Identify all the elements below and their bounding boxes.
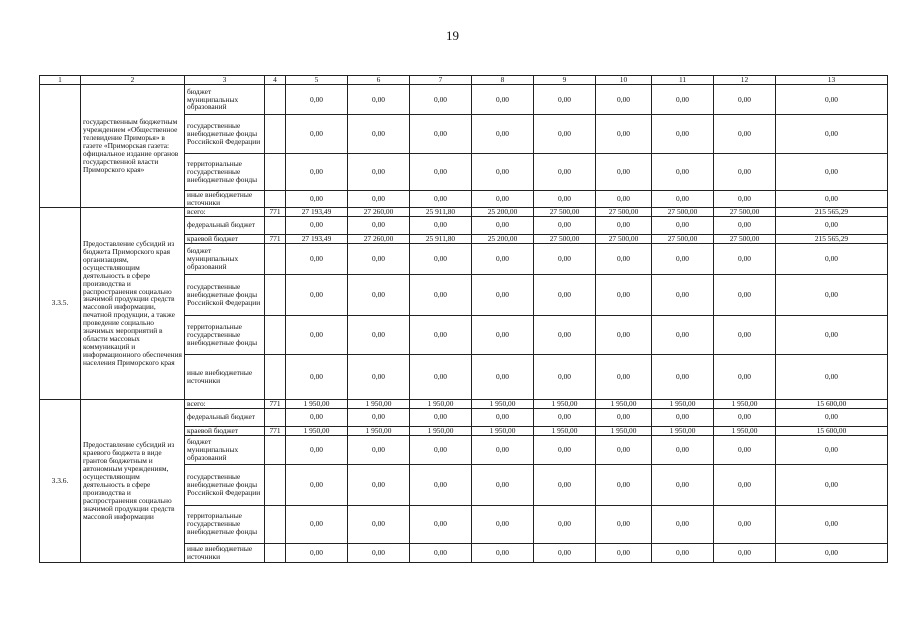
table-row bbox=[40, 85, 888, 115]
year-value: 0,00 bbox=[652, 408, 714, 426]
funding-source: территориальные государственные внебюджетные фонды bbox=[185, 505, 265, 543]
year-value: 0,00 bbox=[410, 191, 472, 208]
year-value: 0,00 bbox=[652, 154, 714, 191]
section-number: 3.3.5. bbox=[40, 207, 81, 399]
total-value: 0,00 bbox=[776, 154, 888, 191]
year-value: 0,00 bbox=[410, 543, 472, 562]
budget-code bbox=[265, 505, 286, 543]
year-value: 0,00 bbox=[410, 354, 472, 399]
column-header: 7 bbox=[410, 76, 472, 85]
year-value: 0,00 bbox=[286, 464, 348, 505]
year-value: 0,00 bbox=[652, 216, 714, 234]
funding-source: всего: bbox=[185, 399, 265, 408]
year-value: 0,00 bbox=[348, 408, 410, 426]
year-value: 0,00 bbox=[286, 115, 348, 154]
year-value: 1 950,00 bbox=[472, 426, 534, 435]
year-value: 0,00 bbox=[410, 243, 472, 274]
year-value: 27 500,00 bbox=[714, 234, 776, 243]
year-value: 0,00 bbox=[472, 464, 534, 505]
section-name: Предоставление субсидий из краевого бюджета в виде грантов бюджетным и автономным учреждениям, осуществляющим деятельность в сфере производства и распространения социально значимой продукции средств массовой информации bbox=[81, 399, 185, 562]
column-header: 11 bbox=[652, 76, 714, 85]
year-value: 0,00 bbox=[348, 191, 410, 208]
year-value: 0,00 bbox=[286, 505, 348, 543]
budget-code: 771 bbox=[265, 426, 286, 435]
year-value: 0,00 bbox=[714, 315, 776, 354]
total-value: 0,00 bbox=[776, 216, 888, 234]
budget-code bbox=[265, 85, 286, 115]
year-value: 1 950,00 bbox=[596, 399, 652, 408]
column-header: 12 bbox=[714, 76, 776, 85]
year-value: 0,00 bbox=[652, 243, 714, 274]
year-value: 0,00 bbox=[472, 354, 534, 399]
year-value: 0,00 bbox=[286, 154, 348, 191]
year-value: 0,00 bbox=[286, 216, 348, 234]
column-header: 4 bbox=[265, 76, 286, 85]
year-value: 0,00 bbox=[410, 315, 472, 354]
budget-table bbox=[39, 75, 888, 563]
year-value: 0,00 bbox=[410, 115, 472, 154]
year-value: 0,00 bbox=[410, 274, 472, 315]
total-value: 0,00 bbox=[776, 191, 888, 208]
year-value: 0,00 bbox=[596, 543, 652, 562]
year-value: 1 950,00 bbox=[410, 426, 472, 435]
year-value: 0,00 bbox=[286, 543, 348, 562]
year-value: 0,00 bbox=[472, 505, 534, 543]
year-value: 0,00 bbox=[596, 115, 652, 154]
year-value: 0,00 bbox=[534, 435, 596, 464]
year-value: 0,00 bbox=[348, 243, 410, 274]
year-value: 0,00 bbox=[348, 85, 410, 115]
budget-code bbox=[265, 243, 286, 274]
year-value: 0,00 bbox=[286, 435, 348, 464]
year-value: 0,00 bbox=[348, 216, 410, 234]
year-value: 0,00 bbox=[596, 464, 652, 505]
year-value: 0,00 bbox=[534, 191, 596, 208]
year-value: 0,00 bbox=[410, 154, 472, 191]
total-value: 0,00 bbox=[776, 408, 888, 426]
year-value: 0,00 bbox=[472, 543, 534, 562]
year-value: 1 950,00 bbox=[652, 426, 714, 435]
year-value: 27 260,00 bbox=[348, 234, 410, 243]
year-value: 0,00 bbox=[348, 435, 410, 464]
year-value: 27 500,00 bbox=[714, 207, 776, 216]
funding-source: федеральный бюджет bbox=[185, 408, 265, 426]
year-value: 0,00 bbox=[534, 115, 596, 154]
header-row bbox=[40, 76, 888, 85]
total-value: 0,00 bbox=[776, 464, 888, 505]
year-value: 0,00 bbox=[410, 505, 472, 543]
year-value: 0,00 bbox=[596, 274, 652, 315]
year-value: 0,00 bbox=[596, 505, 652, 543]
funding-source: бюджет муниципальных образований bbox=[185, 435, 265, 464]
budget-code bbox=[265, 435, 286, 464]
year-value: 0,00 bbox=[286, 408, 348, 426]
funding-source: краевой бюджет bbox=[185, 234, 265, 243]
year-value: 0,00 bbox=[348, 115, 410, 154]
year-value: 0,00 bbox=[596, 85, 652, 115]
funding-source: территориальные государственные внебюджетные фонды bbox=[185, 315, 265, 354]
total-value: 0,00 bbox=[776, 435, 888, 464]
year-value: 0,00 bbox=[596, 315, 652, 354]
budget-code bbox=[265, 191, 286, 208]
total-value: 15 600,00 bbox=[776, 399, 888, 408]
year-value: 0,00 bbox=[714, 505, 776, 543]
year-value: 0,00 bbox=[652, 191, 714, 208]
year-value: 0,00 bbox=[596, 243, 652, 274]
year-value: 0,00 bbox=[714, 543, 776, 562]
year-value: 27 500,00 bbox=[534, 207, 596, 216]
year-value: 1 950,00 bbox=[534, 426, 596, 435]
column-header: 5 bbox=[286, 76, 348, 85]
table-row bbox=[40, 207, 888, 216]
budget-code bbox=[265, 115, 286, 154]
year-value: 0,00 bbox=[596, 354, 652, 399]
year-value: 1 950,00 bbox=[714, 399, 776, 408]
year-value: 1 950,00 bbox=[348, 399, 410, 408]
year-value: 0,00 bbox=[348, 505, 410, 543]
funding-source: государственные внебюджетные фонды Российской Федерации bbox=[185, 274, 265, 315]
year-value: 0,00 bbox=[348, 315, 410, 354]
funding-source: государственные внебюджетные фонды Российской Федерации bbox=[185, 464, 265, 505]
year-value: 0,00 bbox=[534, 464, 596, 505]
year-value: 0,00 bbox=[714, 216, 776, 234]
year-value: 0,00 bbox=[286, 354, 348, 399]
total-value: 0,00 bbox=[776, 315, 888, 354]
funding-source: всего: bbox=[185, 207, 265, 216]
year-value: 0,00 bbox=[714, 408, 776, 426]
year-value: 0,00 bbox=[652, 315, 714, 354]
total-value: 0,00 bbox=[776, 274, 888, 315]
year-value: 0,00 bbox=[348, 464, 410, 505]
year-value: 0,00 bbox=[652, 505, 714, 543]
column-header: 13 bbox=[776, 76, 888, 85]
year-value: 0,00 bbox=[534, 154, 596, 191]
year-value: 0,00 bbox=[596, 191, 652, 208]
year-value: 1 950,00 bbox=[714, 426, 776, 435]
funding-source: краевой бюджет bbox=[185, 426, 265, 435]
year-value: 0,00 bbox=[410, 408, 472, 426]
year-value: 0,00 bbox=[472, 216, 534, 234]
column-header: 8 bbox=[472, 76, 534, 85]
year-value: 0,00 bbox=[652, 85, 714, 115]
total-value: 15 600,00 bbox=[776, 426, 888, 435]
year-value: 0,00 bbox=[534, 408, 596, 426]
year-value: 0,00 bbox=[286, 315, 348, 354]
year-value: 0,00 bbox=[652, 543, 714, 562]
year-value: 0,00 bbox=[714, 464, 776, 505]
year-value: 0,00 bbox=[410, 464, 472, 505]
budget-code: 771 bbox=[265, 207, 286, 216]
budget-code bbox=[265, 315, 286, 354]
year-value: 0,00 bbox=[410, 435, 472, 464]
budget-code bbox=[265, 354, 286, 399]
year-value: 0,00 bbox=[534, 85, 596, 115]
year-value: 0,00 bbox=[472, 435, 534, 464]
year-value: 0,00 bbox=[286, 243, 348, 274]
year-value: 0,00 bbox=[472, 191, 534, 208]
year-value: 27 500,00 bbox=[652, 234, 714, 243]
year-value: 1 950,00 bbox=[410, 399, 472, 408]
year-value: 27 500,00 bbox=[534, 234, 596, 243]
year-value: 0,00 bbox=[472, 408, 534, 426]
funding-source: территориальные государственные внебюджетные фонды bbox=[185, 154, 265, 191]
year-value: 0,00 bbox=[286, 191, 348, 208]
year-value: 0,00 bbox=[410, 216, 472, 234]
section-name: государственным бюджетным учреждением «Общественное телевидение Приморья» в газете «Приморская газета: официальное издание органов государственной власти Приморского края» bbox=[81, 85, 185, 208]
section-number bbox=[40, 85, 81, 208]
funding-source: бюджет муниципальных образований bbox=[185, 85, 265, 115]
year-value: 0,00 bbox=[348, 274, 410, 315]
year-value: 0,00 bbox=[534, 216, 596, 234]
column-header: 2 bbox=[81, 76, 185, 85]
year-value: 0,00 bbox=[534, 243, 596, 274]
column-header: 9 bbox=[534, 76, 596, 85]
year-value: 25 200,00 bbox=[472, 207, 534, 216]
year-value: 1 950,00 bbox=[596, 426, 652, 435]
year-value: 1 950,00 bbox=[348, 426, 410, 435]
year-value: 0,00 bbox=[410, 85, 472, 115]
year-value: 1 950,00 bbox=[286, 399, 348, 408]
year-value: 27 260,00 bbox=[348, 207, 410, 216]
year-value: 0,00 bbox=[348, 354, 410, 399]
budget-code bbox=[265, 154, 286, 191]
year-value: 0,00 bbox=[714, 154, 776, 191]
budget-code: 771 bbox=[265, 399, 286, 408]
year-value: 0,00 bbox=[596, 154, 652, 191]
page-number: 19 bbox=[446, 28, 459, 43]
year-value: 0,00 bbox=[534, 543, 596, 562]
column-header: 1 bbox=[40, 76, 81, 85]
total-value: 0,00 bbox=[776, 543, 888, 562]
total-value: 0,00 bbox=[776, 115, 888, 154]
year-value: 0,00 bbox=[714, 243, 776, 274]
year-value: 0,00 bbox=[348, 543, 410, 562]
budget-code bbox=[265, 408, 286, 426]
year-value: 0,00 bbox=[472, 243, 534, 274]
year-value: 0,00 bbox=[714, 354, 776, 399]
budget-code bbox=[265, 464, 286, 505]
year-value: 27 500,00 bbox=[652, 207, 714, 216]
year-value: 0,00 bbox=[714, 435, 776, 464]
year-value: 1 950,00 bbox=[472, 399, 534, 408]
budget-code bbox=[265, 216, 286, 234]
total-value: 215 565,29 bbox=[776, 234, 888, 243]
year-value: 0,00 bbox=[652, 435, 714, 464]
year-value: 0,00 bbox=[652, 354, 714, 399]
year-value: 0,00 bbox=[714, 115, 776, 154]
year-value: 0,00 bbox=[714, 191, 776, 208]
column-header: 3 bbox=[185, 76, 265, 85]
year-value: 27 193,49 bbox=[286, 234, 348, 243]
year-value: 1 950,00 bbox=[286, 426, 348, 435]
year-value: 0,00 bbox=[652, 464, 714, 505]
year-value: 1 950,00 bbox=[652, 399, 714, 408]
year-value: 0,00 bbox=[534, 315, 596, 354]
year-value: 0,00 bbox=[472, 115, 534, 154]
column-header: 6 bbox=[348, 76, 410, 85]
year-value: 0,00 bbox=[652, 115, 714, 154]
year-value: 27 193,49 bbox=[286, 207, 348, 216]
funding-source: иные внебюджетные источники bbox=[185, 543, 265, 562]
column-header: 10 bbox=[596, 76, 652, 85]
year-value: 0,00 bbox=[652, 274, 714, 315]
year-value: 0,00 bbox=[534, 274, 596, 315]
year-value: 0,00 bbox=[348, 154, 410, 191]
funding-source: федеральный бюджет bbox=[185, 216, 265, 234]
total-value: 215 565,29 bbox=[776, 207, 888, 216]
funding-source: государственные внебюджетные фонды Российской Федерации bbox=[185, 115, 265, 154]
year-value: 1 950,00 bbox=[534, 399, 596, 408]
year-value: 0,00 bbox=[286, 85, 348, 115]
year-value: 25 200,00 bbox=[472, 234, 534, 243]
total-value: 0,00 bbox=[776, 243, 888, 274]
section-number: 3.3.6. bbox=[40, 399, 81, 562]
year-value: 25 911,80 bbox=[410, 207, 472, 216]
year-value: 27 500,00 bbox=[596, 234, 652, 243]
total-value: 0,00 bbox=[776, 505, 888, 543]
year-value: 0,00 bbox=[714, 274, 776, 315]
year-value: 27 500,00 bbox=[596, 207, 652, 216]
year-value: 0,00 bbox=[596, 435, 652, 464]
year-value: 0,00 bbox=[534, 505, 596, 543]
table-row bbox=[40, 399, 888, 408]
funding-source: бюджет муниципальных образований bbox=[185, 243, 265, 274]
year-value: 0,00 bbox=[596, 216, 652, 234]
total-value: 0,00 bbox=[776, 354, 888, 399]
budget-code: 771 bbox=[265, 234, 286, 243]
total-value: 0,00 bbox=[776, 85, 888, 115]
section-name: Предоставление субсидий из бюджета Приморского края организациям, осуществляющим деятельность в сфере производства и распространения социально значимой продукции средств массовой информации, печатной продукции, а также проведение социально значимых мероприятий в области массовых коммуникаций и информационного обеспечения населения Приморского края bbox=[81, 207, 185, 399]
year-value: 0,00 bbox=[472, 85, 534, 115]
year-value: 0,00 bbox=[714, 85, 776, 115]
budget-code bbox=[265, 543, 286, 562]
table-body bbox=[40, 76, 888, 563]
year-value: 0,00 bbox=[534, 354, 596, 399]
year-value: 0,00 bbox=[472, 274, 534, 315]
year-value: 25 911,80 bbox=[410, 234, 472, 243]
year-value: 0,00 bbox=[472, 315, 534, 354]
year-value: 0,00 bbox=[472, 154, 534, 191]
budget-code bbox=[265, 274, 286, 315]
funding-source: иные внебюджетные источники bbox=[185, 191, 265, 208]
year-value: 0,00 bbox=[596, 408, 652, 426]
funding-source: иные внебюджетные источники bbox=[185, 354, 265, 399]
year-value: 0,00 bbox=[286, 274, 348, 315]
